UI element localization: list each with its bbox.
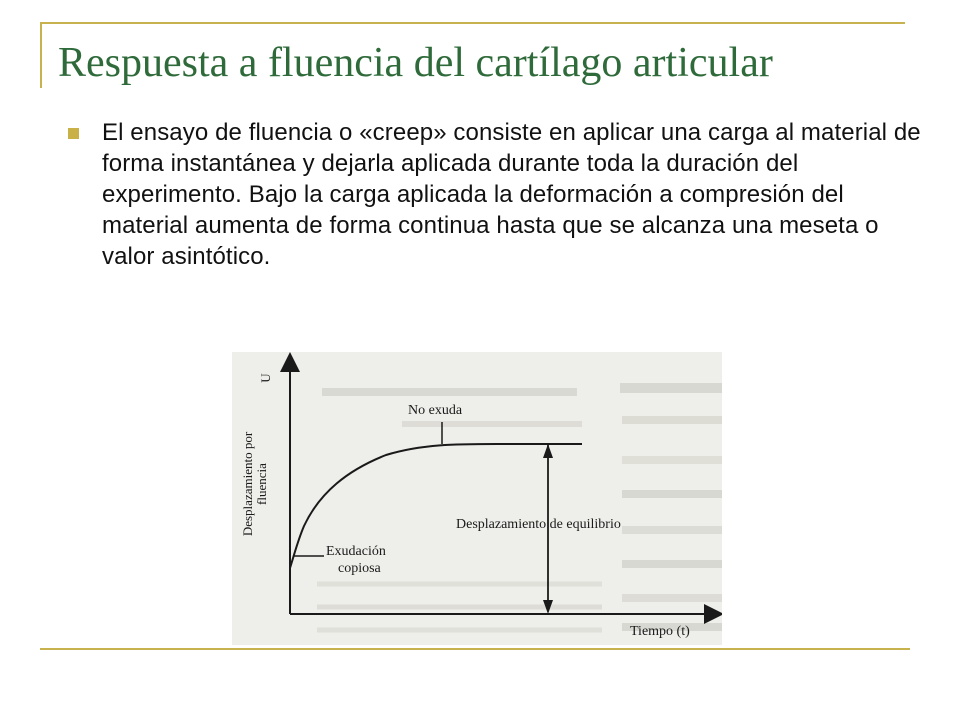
exudacion-label-line1: Exudación <box>326 544 386 559</box>
bottom-divider <box>40 648 910 650</box>
bullet-text: El ensayo de fluencia o «creep» consiste en aplicar una carga al material de forma instantánea y dejarla aplicada durante toda la duración del experimento. Bajo la carga aplicada la deformación a compresión del material aumenta de forma continua hasta que se alcanza una meseta o valor asintótico. <box>102 119 921 270</box>
y-axis-label-line1: Desplazamiento por <box>240 431 255 537</box>
bullet-square-icon <box>68 128 79 139</box>
x-axis-label: Tiempo (t) <box>630 624 690 639</box>
y-axis-label-line2: fluencia <box>254 463 269 505</box>
top-divider <box>40 22 905 24</box>
exudacion-label-line2: copiosa <box>338 561 381 576</box>
equilibrium-label: Desplazamiento de equilibrio <box>456 517 621 532</box>
creep-diagram-svg <box>232 352 722 645</box>
left-divider <box>40 22 42 88</box>
scan-bleed-through <box>232 352 722 645</box>
creep-diagram <box>232 352 722 645</box>
no-exuda-label: No exuda <box>408 403 463 418</box>
y-axis-symbol: U <box>258 373 273 383</box>
slide-title: Respuesta a fluencia del cartílago articular <box>58 40 773 86</box>
